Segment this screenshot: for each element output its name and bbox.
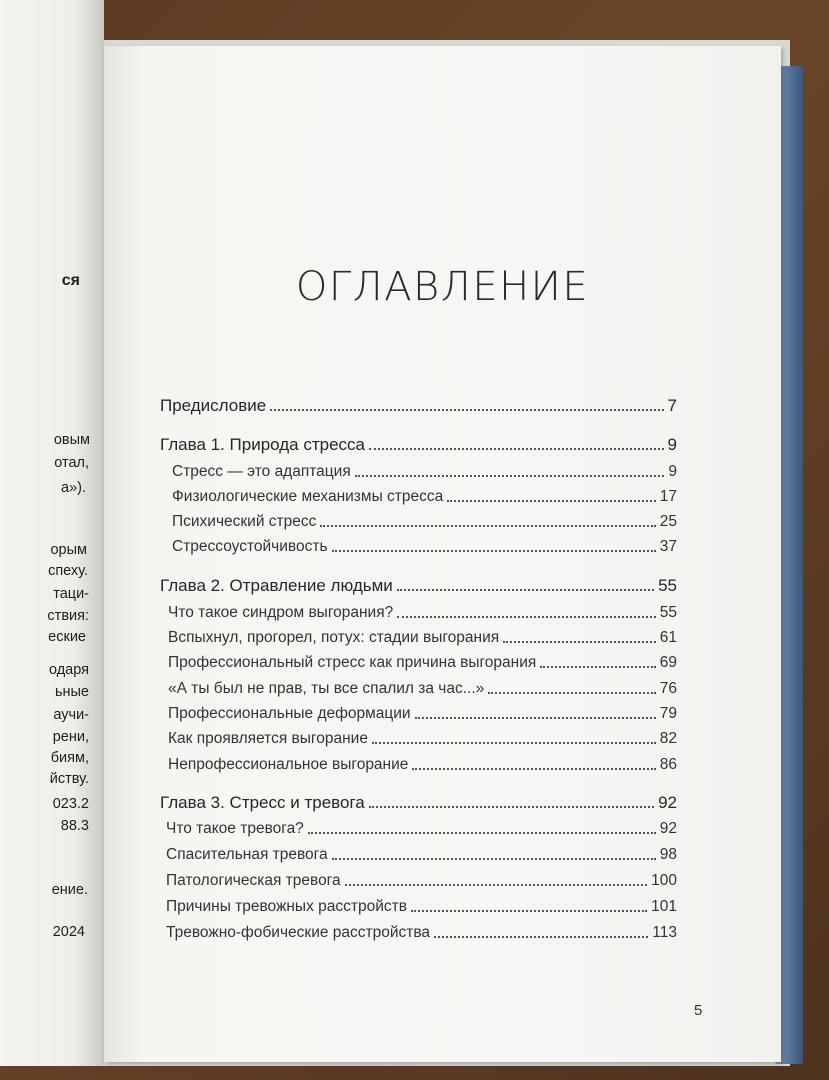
dot-leader — [355, 475, 665, 477]
toc-section-entry — [172, 488, 677, 506]
toc-entry-title: «А ты был не прав, ты все спалил за час...» — [168, 680, 485, 697]
toc-entry-page: 7 — [667, 396, 677, 415]
left-page-fragment: рени, — [52, 729, 89, 745]
left-page-fragment: ствия: — [47, 608, 89, 624]
toc-chapter-entry — [160, 793, 677, 813]
left-page-fragment: спеху. — [48, 563, 88, 579]
dot-leader — [397, 589, 654, 591]
page-number: 5 — [694, 1002, 703, 1019]
dot-leader — [397, 616, 656, 618]
left-page-fragment: йству. — [49, 771, 89, 787]
dot-leader — [415, 717, 656, 719]
toc-section-entry — [168, 756, 677, 774]
toc-entry-title: Спасительная тревога — [166, 846, 328, 863]
toc-entry-page: 100 — [651, 872, 677, 889]
toc-section-entry — [166, 898, 677, 916]
left-page-fragment: одаря — [48, 662, 89, 678]
dot-leader — [488, 692, 655, 694]
toc-section-entry — [172, 538, 677, 556]
dot-leader — [412, 768, 655, 770]
dot-leader — [270, 409, 663, 411]
left-page-fragment: отал, — [54, 455, 89, 471]
toc-entry-page: 92 — [659, 820, 677, 837]
toc-entry-title: Патологическая тревога — [166, 872, 341, 889]
dot-leader — [320, 525, 655, 527]
dot-leader — [447, 500, 656, 502]
toc-entry-page: 37 — [659, 538, 677, 555]
toc-section-entry — [168, 705, 677, 723]
dot-leader — [369, 448, 664, 450]
toc-entry-title: Глава 1. Природа стресса — [160, 435, 365, 454]
toc-entry-page: 98 — [659, 846, 677, 863]
toc-entry-title: Как проявляется выгорание — [168, 730, 368, 747]
toc-entry-page: 17 — [659, 488, 677, 505]
toc-entry-page: 101 — [651, 898, 677, 915]
toc-entry-page: 61 — [659, 629, 677, 646]
toc-entry-title: Вспыхнул, прогорел, потух: стадии выгорания — [168, 629, 500, 646]
toc-entry-page: 76 — [659, 680, 677, 697]
toc-section-entry — [168, 730, 677, 748]
toc-entry-page: 9 — [668, 463, 677, 480]
page-title: ОГЛАВЛЕНИЕ — [295, 264, 590, 310]
left-page-fragment: биям, — [50, 750, 89, 766]
toc-chapter-entry — [160, 435, 677, 455]
left-page-fragment: 2024 — [52, 924, 85, 940]
toc-entry-page: 92 — [658, 793, 677, 812]
toc-entry-page: 113 — [652, 924, 677, 941]
dot-leader — [434, 936, 648, 938]
left-page-fragment: 88.3 — [60, 818, 89, 834]
dot-leader — [308, 832, 656, 834]
toc-entry-title: Физиологические механизмы стресса — [172, 488, 444, 505]
left-page-fragment: таци- — [53, 586, 89, 602]
toc-entry-title: Стресс — это адаптация — [172, 463, 351, 480]
toc-chapter-entry — [160, 396, 677, 416]
dot-leader — [332, 858, 656, 860]
toc-entry-title: Что такое синдром выгорания? — [168, 604, 394, 621]
toc-section-entry — [166, 924, 677, 942]
toc-entry-title: Что такое тревога? — [166, 820, 304, 837]
dot-leader — [332, 550, 656, 552]
toc-entry-page: 86 — [659, 756, 677, 773]
toc-entry-title: Непрофессиональное выгорание — [168, 756, 409, 773]
toc-section-entry — [166, 846, 677, 864]
dot-leader — [540, 666, 655, 668]
toc-entry-page: 9 — [667, 435, 677, 454]
toc-section-entry — [168, 654, 677, 672]
left-page-fragment: ение. — [51, 882, 88, 898]
left-page-fragment: аучи- — [53, 707, 89, 723]
dot-leader — [345, 884, 648, 886]
toc-entry-title: Стрессоустойчивость — [172, 538, 328, 555]
toc-entry-page: 55 — [658, 576, 677, 595]
toc-entry-title: Психический стресс — [172, 513, 317, 530]
toc-section-entry — [168, 680, 677, 698]
left-page-fragment: а»). — [61, 480, 86, 496]
left-page-fragment: ьные — [54, 684, 89, 700]
toc-entry-title: Тревожно-фобические расстройства — [166, 924, 431, 941]
toc-chapter-entry — [160, 576, 677, 596]
toc-section-entry — [166, 820, 677, 838]
left-page-fragment: ся — [61, 272, 80, 289]
toc-entry-title: Глава 2. Отравление людьми — [160, 576, 393, 595]
left-page-fragment: 023.2 — [52, 796, 89, 812]
toc-entry-page: 69 — [659, 654, 677, 671]
toc-entry-title: Предисловие — [160, 396, 267, 415]
toc-entry-title: Профессиональный стресс как причина выгорания — [168, 654, 537, 671]
toc-section-entry — [168, 604, 677, 622]
toc-entry-page: 25 — [659, 513, 677, 530]
toc-entry-title: Причины тревожных расстройств — [166, 898, 407, 915]
dot-leader — [411, 910, 647, 912]
left-page-fragment: орым — [50, 542, 87, 558]
dot-leader — [369, 806, 654, 808]
toc-entry-title: Глава 3. Стресс и тревога — [160, 793, 365, 812]
toc-section-entry — [172, 463, 677, 481]
toc-section-entry — [168, 629, 677, 647]
left-page — [0, 0, 104, 1066]
toc-entry-title: Профессиональные деформации — [168, 705, 411, 722]
right-page — [104, 46, 781, 1062]
left-page-fragment: овым — [53, 432, 90, 448]
toc-section-entry — [166, 872, 677, 890]
dot-leader — [372, 742, 656, 744]
toc-entry-page: 82 — [659, 730, 677, 747]
left-page-fragment: еские — [48, 629, 86, 645]
toc-entry-page: 55 — [659, 604, 677, 621]
dot-leader — [503, 641, 656, 643]
toc-section-entry — [172, 513, 677, 531]
toc-entry-page: 79 — [659, 705, 677, 722]
